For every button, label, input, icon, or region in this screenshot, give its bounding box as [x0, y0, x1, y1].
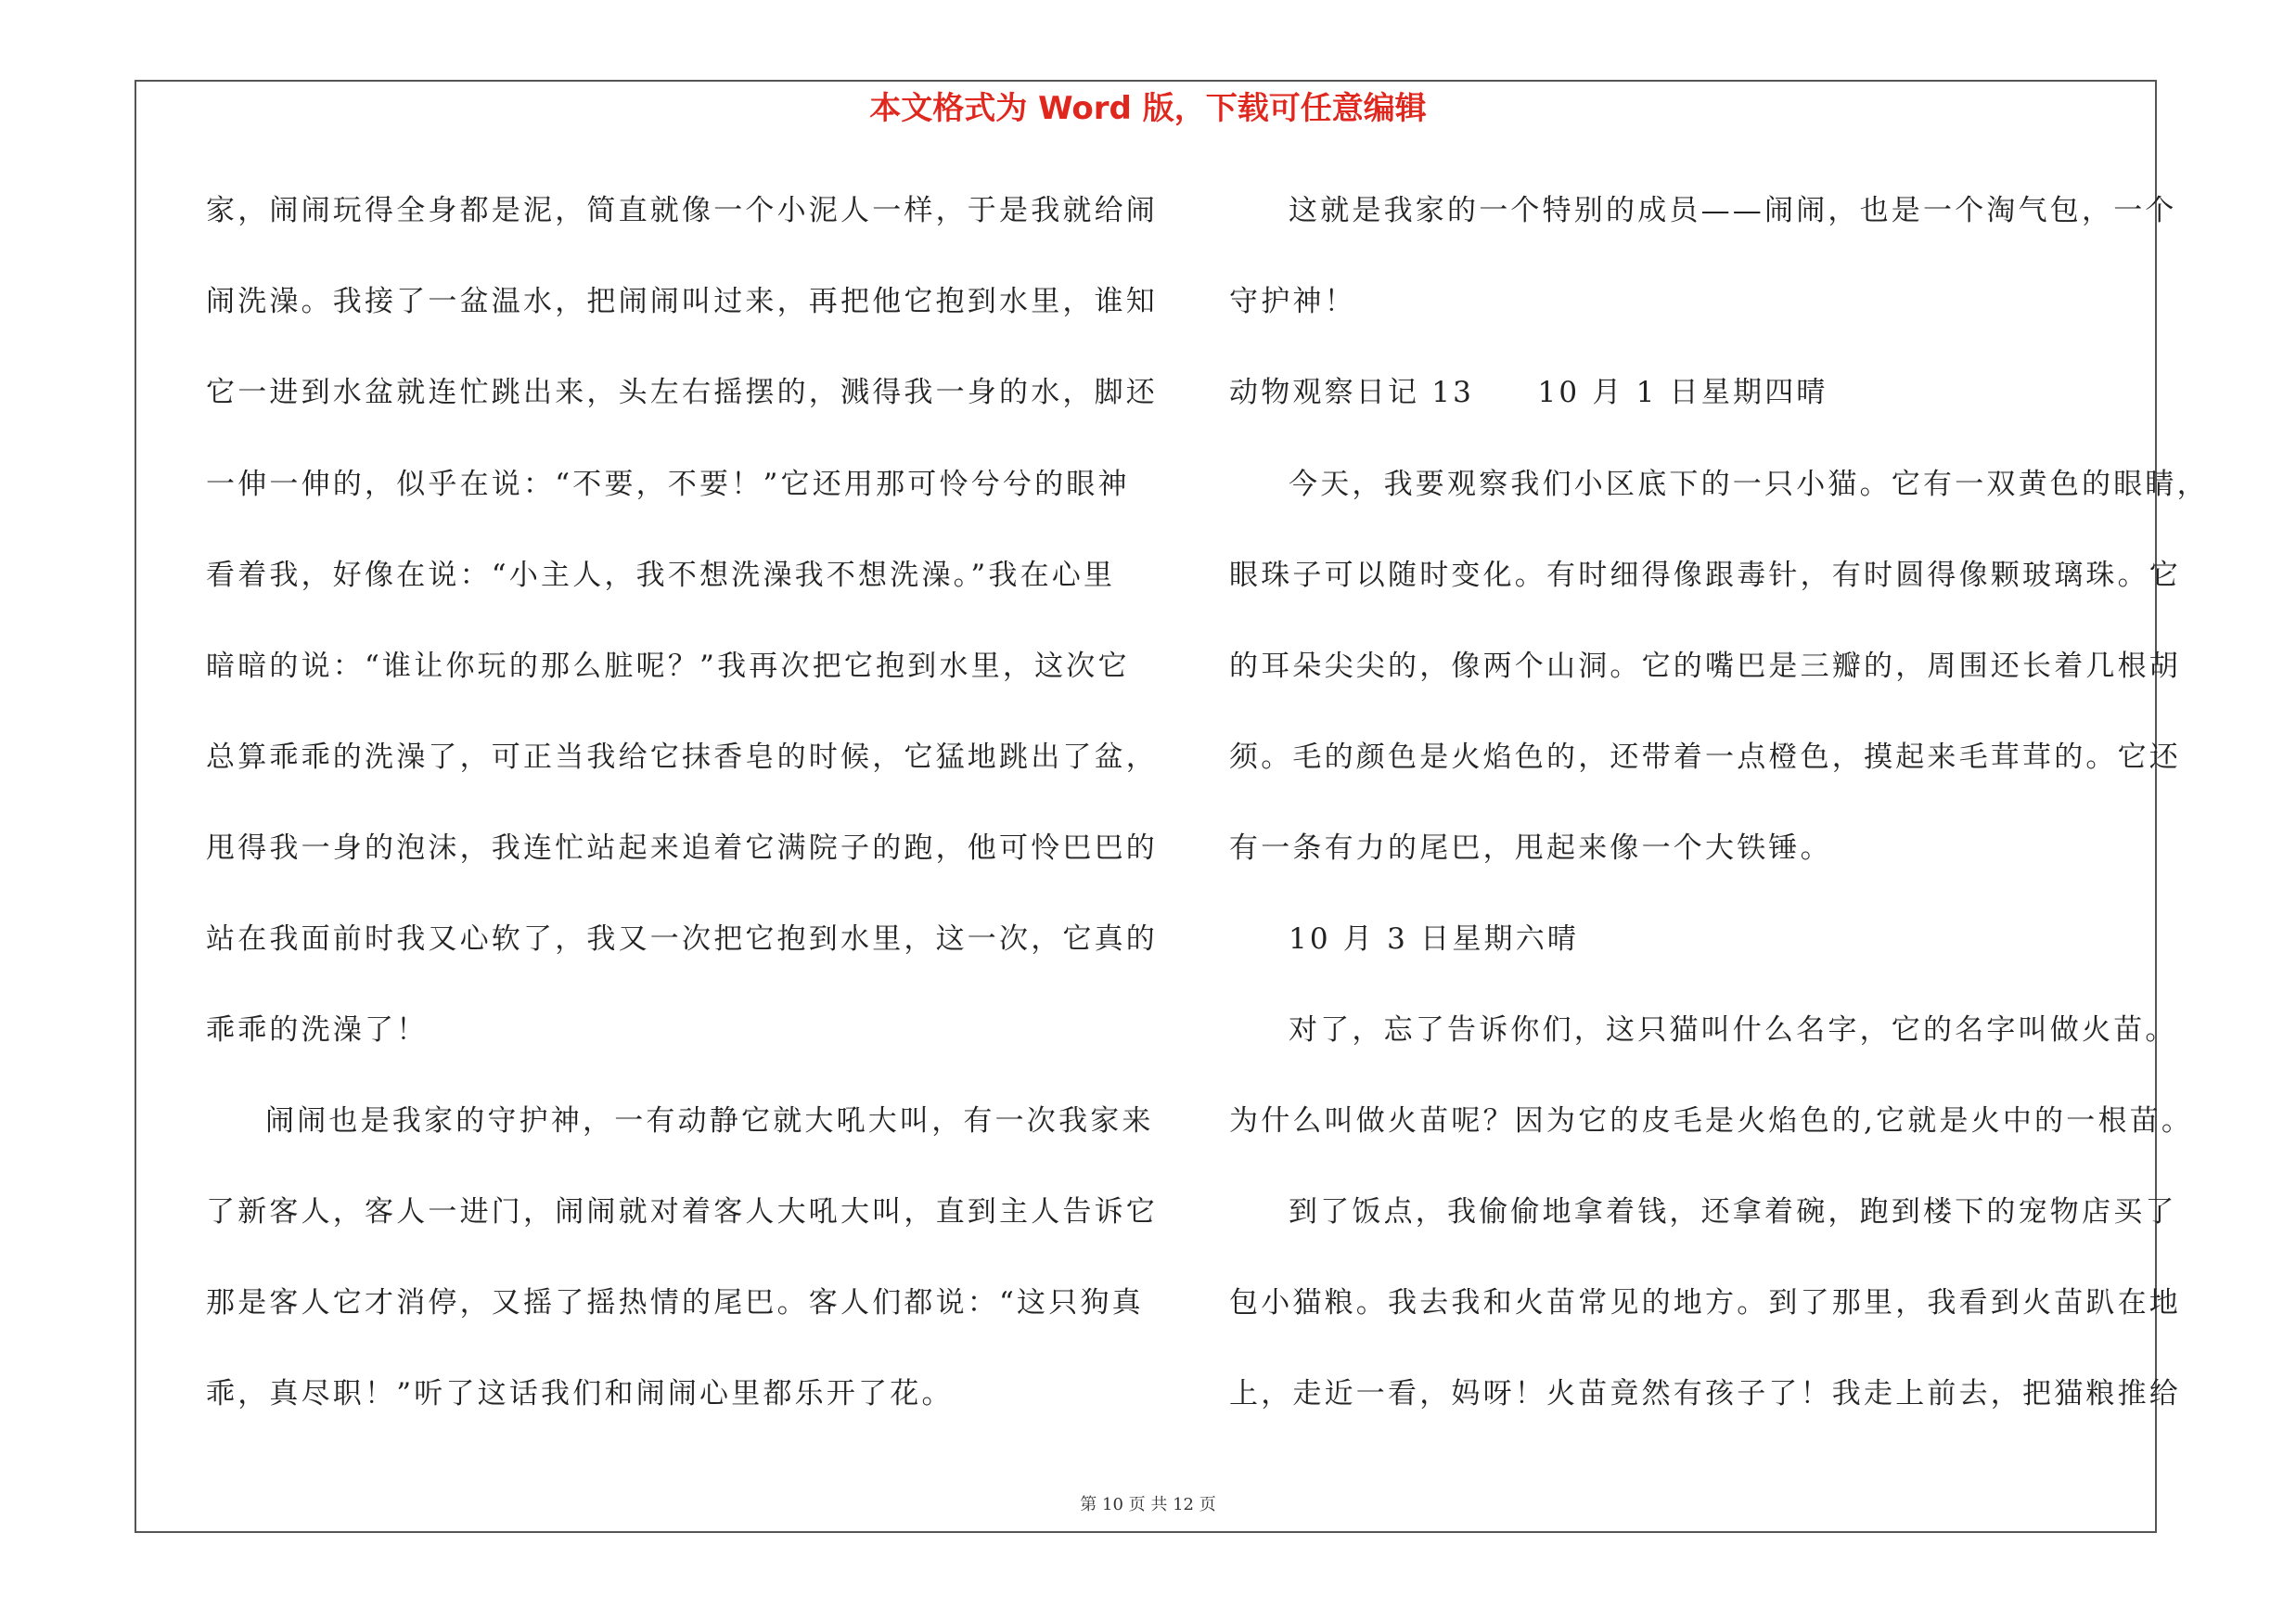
paragraph-start-line: 对了，忘了告诉你们，这只猫叫什么名字，它的名字叫做火苗。: [1289, 1013, 2177, 1047]
text-line: 须。毛的颜色是火焰色的，还带着一点橙色，摸起来毛茸茸的。它还: [1229, 741, 2181, 774]
text-line: 站在我面前时我又心软了，我又一次把它抱到水里，这一次，它真的: [206, 922, 1158, 956]
text-line: 看着我，好像在说：“小主人，我不想洗澡我不想洗澡。”我在心里: [206, 559, 1116, 592]
text-line: 守护神！: [1229, 285, 1356, 318]
diary-date-heading: 10 月 3 日星期六晴: [1289, 922, 1580, 956]
paragraph-start-line: 这就是我家的一个特别的成员——闹闹，也是一个淘气包，一个: [1289, 194, 2177, 227]
text-line: 包小猫粮。我去我和火苗常见的地方。到了那里，我看到火苗趴在地: [1229, 1286, 2181, 1320]
text-line: 一伸一伸的，似乎在说：“不要，不要！”它还用那可怜兮兮的眼神: [206, 468, 1130, 501]
page-number: 第 10 页 共 12 页: [1080, 1495, 1216, 1514]
text-line: 乖乖的洗澡了！: [206, 1013, 429, 1047]
text-line: 上，走近一看，妈呀！火苗竟然有孩子了！我走上前去，把猫粮推给: [1229, 1377, 2181, 1410]
paragraph-start-line: 今天，我要观察我们小区底下的一只小猫。它有一双黄色的眼睛，: [1289, 468, 2209, 501]
text-line: 它一进到水盆就连忙跳出来，头左右摇摆的，溅得我一身的水，脚还: [206, 376, 1158, 409]
text-line: 暗暗的说：“谁让你玩的那么脏呢？”我再次把它抱到水里，这次它: [206, 650, 1130, 683]
text-line: 乖，真尽职！”听了这话我们和闹闹心里都乐开了花。: [206, 1377, 954, 1410]
diary-heading: 动物观察日记 13 10 月 1 日星期四晴: [1229, 376, 1828, 409]
text-line: 家，闹闹玩得全身都是泥，简直就像一个小泥人一样，于是我就给闹: [206, 194, 1158, 227]
text-line: 有一条有力的尾巴，甩起来像一个大铁锤。: [1229, 831, 1832, 865]
text-line: 眼珠子可以随时变化。有时细得像跟毒针，有时圆得像颗玻璃珠。它: [1229, 559, 2181, 592]
paragraph-start-line: 到了饭点，我偷偷地拿着钱，还拿着碗，跑到楼下的宠物店买了: [1289, 1195, 2177, 1229]
format-banner: 本文格式为 Word 版，下载可任意编辑: [869, 90, 1427, 127]
text-line: 闹洗澡。我接了一盆温水，把闹闹叫过来，再把他它抱到水里，谁知: [206, 285, 1158, 318]
text-line: 甩得我一身的泡沫，我连忙站起来追着它满院子的跑，他可怜巴巴的: [206, 831, 1158, 865]
text-line: 了新客人，客人一进门，闹闹就对着客人大吼大叫，直到主人告诉它: [206, 1195, 1158, 1229]
text-line: 那是客人它才消停，又摇了摇热情的尾巴。客人们都说：“这只狗真: [206, 1286, 1144, 1320]
text-line: 总算乖乖的洗澡了，可正当我给它抹香皂的时候，它猛地跳出了盆，: [206, 741, 1158, 774]
paragraph-start-line: 闹闹也是我家的守护神，一有动静它就大吼大叫，有一次我家来: [265, 1104, 1154, 1138]
text-line: 的耳朵尖尖的，像两个山洞。它的嘴巴是三瓣的，周围还长着几根胡: [1229, 650, 2181, 683]
text-line: 为什么叫做火苗呢？因为它的皮毛是火焰色的,它就是火中的一根苗。: [1229, 1104, 2194, 1138]
